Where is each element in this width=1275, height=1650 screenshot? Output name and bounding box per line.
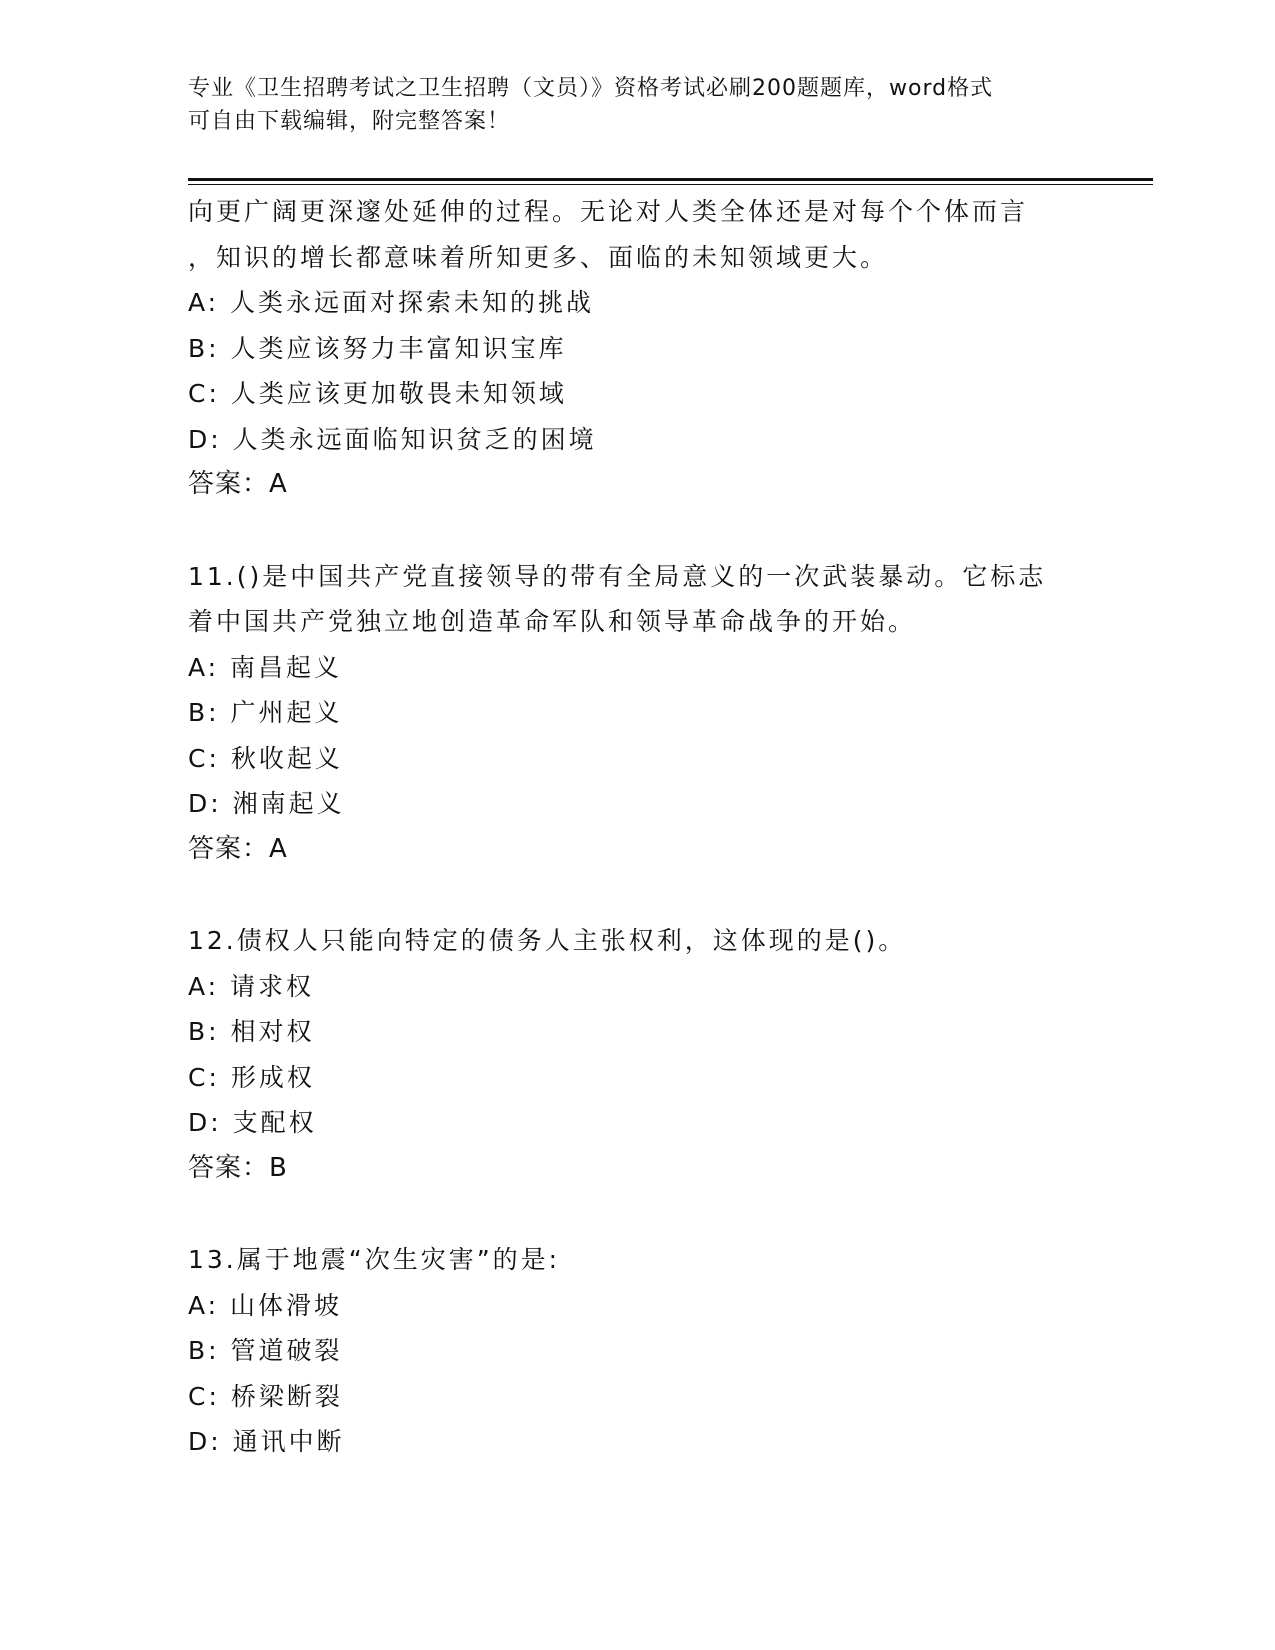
document-body	[188, 189, 1088, 1465]
answer-line: 答案：A	[188, 833, 288, 864]
spacer	[188, 872, 1088, 918]
question-text-line: 12.债权人只能向特定的债务人主张权利，这体现的是()。	[188, 926, 907, 955]
option-c: C: 桥梁断裂	[188, 1381, 343, 1411]
option-a: A: 人类永远面对探索未知的挑战	[188, 288, 595, 317]
question-12	[188, 918, 1088, 1191]
spacer	[188, 508, 1088, 554]
answer-line: 答案：A	[188, 469, 288, 499]
option-b: B: 人类应该努力丰富知识宝库	[188, 333, 567, 363]
question-text-line: ，知识的增长都意味着所知更多、面临的未知领域更大。	[188, 242, 889, 272]
question-text-line: 着中国共产党独立地创造革命军队和领导革命战争的开始。	[188, 607, 917, 636]
option-b: B: 管道破裂	[188, 1336, 343, 1365]
option-b: B: 相对权	[188, 1017, 315, 1046]
header-title-line-1: 专业《卫生招聘考试之卫生招聘（文员）》资格考试必刷200题题库，word格式	[188, 76, 994, 101]
question-13	[188, 1237, 1088, 1465]
question-text-line: 13.属于地震“次生灾害”的是:	[188, 1245, 561, 1274]
option-a: A: 山体滑坡	[188, 1290, 343, 1320]
question-text-line: 11.()是中国共产党直接领导的带有全局意义的一次武装暴动。它标志	[188, 561, 1047, 591]
question-11	[188, 554, 1088, 873]
option-a: A: 南昌起义	[188, 652, 343, 682]
header-divider-thick	[188, 178, 1153, 181]
option-d: D: 通讯中断	[188, 1427, 345, 1456]
option-d: D: 支配权	[188, 1108, 317, 1137]
option-d: D: 人类永远面临知识贫乏的困境	[188, 424, 597, 454]
option-c: C: 秋收起义	[188, 743, 343, 773]
spacer	[188, 1191, 1088, 1237]
option-c: C: 形成权	[188, 1062, 315, 1092]
option-d: D: 湘南起义	[188, 789, 345, 818]
header-divider-thin	[188, 184, 1153, 185]
question-text-line: 向更广阔更深邃处延伸的过程。无论对人类全体还是对每个个体而言	[188, 197, 1029, 226]
answer-line: 答案：B	[188, 1152, 288, 1183]
header-title-line-2: 可自由下载编辑，附完整答案！	[188, 109, 511, 134]
option-a: A: 请求权	[188, 971, 315, 1001]
option-c: C: 人类应该更加敬畏未知领域	[188, 379, 567, 408]
question-carryover	[188, 189, 1088, 508]
document-header	[188, 72, 1088, 138]
option-b: B: 广州起义	[188, 698, 343, 727]
